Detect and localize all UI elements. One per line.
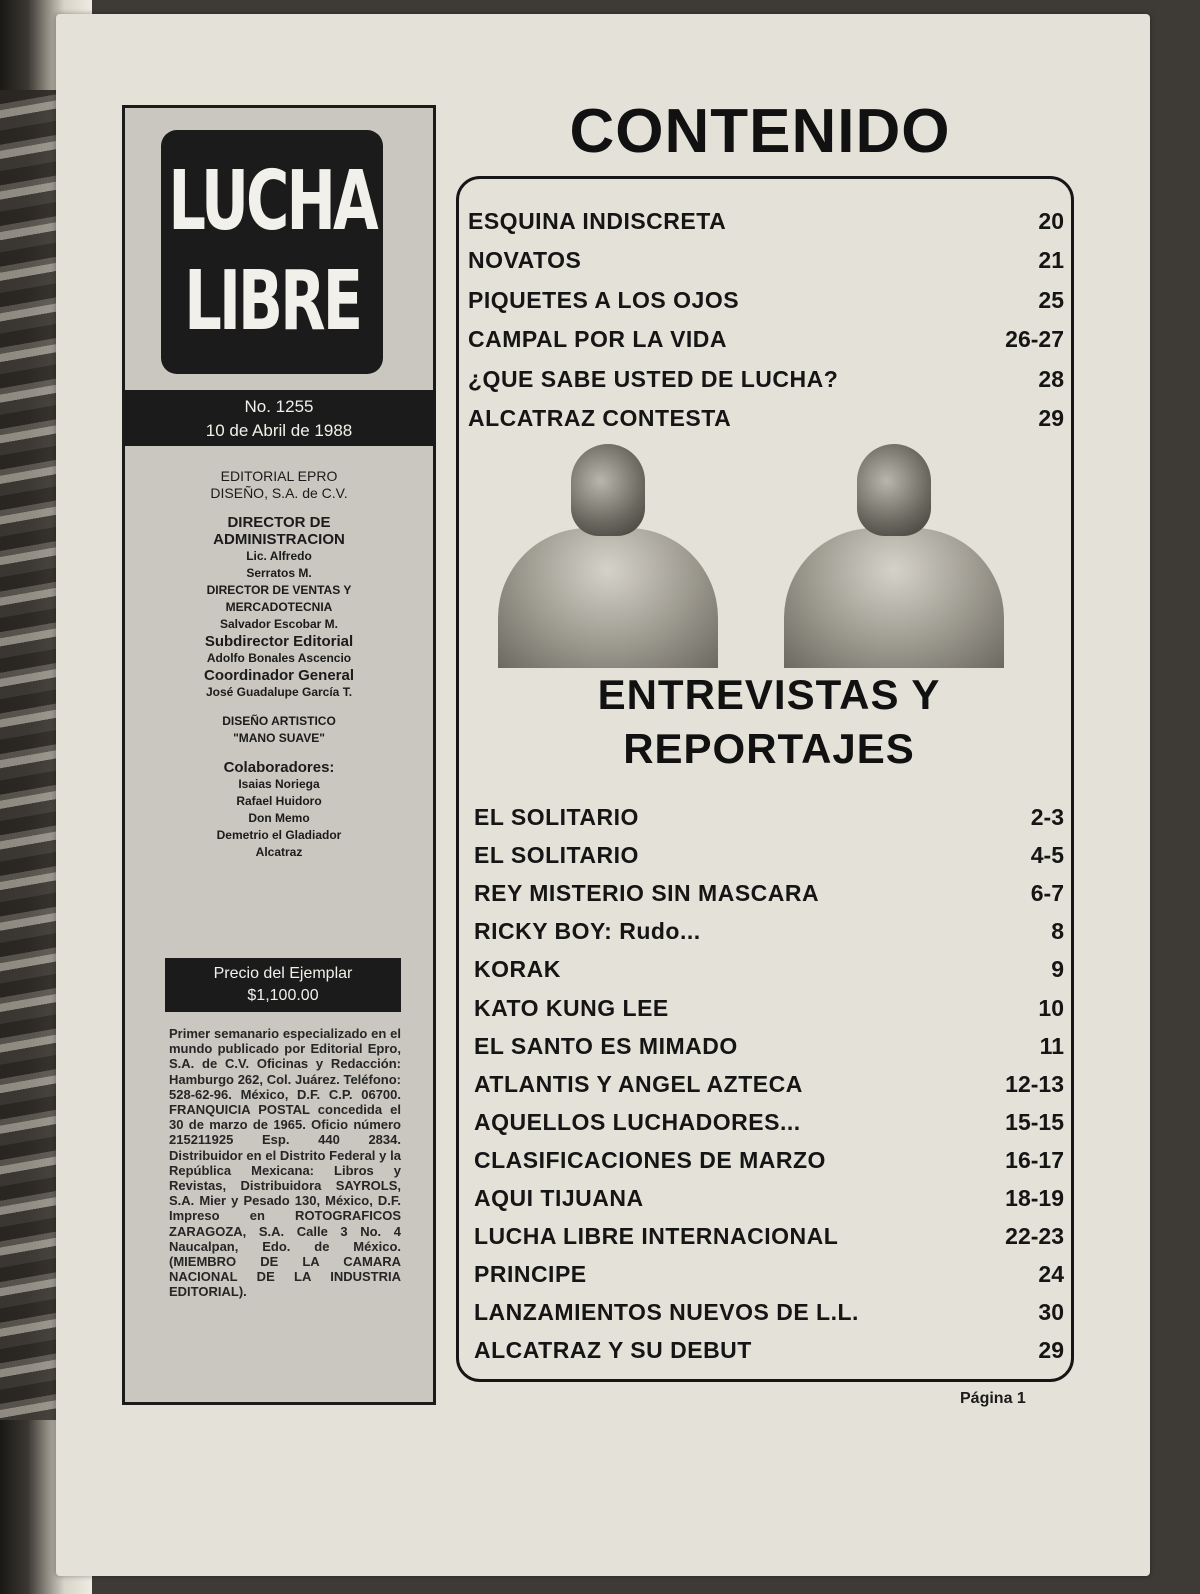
contents-title: CONTENIDO xyxy=(569,97,951,166)
toc-entry-page: 10 xyxy=(1038,994,1064,1021)
staff-line: MERCADOTECNIA xyxy=(225,600,333,614)
toc-entry-title: AQUELLOS LUCHADORES... xyxy=(474,1108,801,1135)
toc-entry-page: 18-19 xyxy=(1005,1185,1064,1211)
toc-entry-title: LANZAMIENTOS NUEVOS DE L.L. xyxy=(474,1299,859,1326)
toc-entry-page: 26-27 xyxy=(1005,326,1064,353)
page-number: Página 1 xyxy=(960,1390,1026,1407)
toc-entry xyxy=(474,804,1064,840)
wrestler-photos xyxy=(496,442,1006,668)
toc-entry xyxy=(474,1261,1064,1297)
toc-entry-title: EL SOLITARIO xyxy=(474,842,639,869)
torso-right xyxy=(784,528,1004,668)
toc-entry xyxy=(474,880,1064,916)
toc-entry xyxy=(474,1223,1064,1259)
staff-line: DIRECTOR DE xyxy=(227,514,331,531)
toc-entry-page: 25 xyxy=(1038,286,1064,313)
masthead xyxy=(122,105,436,1405)
lucha-libre-logo xyxy=(161,130,383,374)
toc-entry xyxy=(468,287,1064,323)
toc-entry-title: AQUI TIJUANA xyxy=(474,1185,644,1211)
colophon-text: Primer semanario especializado en el mundo publicado por Editorial Epro, S.A. de C.V. Oficinas y Redacción: Hamburgo 262, Col. Juárez. Teléfono: 528-62-96. México, D.F. C.P. 06700. FRANQUICIA POSTAL concedida el 30 de marzo de 1965. Oficio número 215211925 Esp. 440 2834. Distribuidor en el Distrito Federal y la República Mexicana: Libros y Revistas, Distribuidora SAYROLS, S.A. Mier y Pesado 130, México, D.F. Impreso en ROTOGRAFICOS ZARAGOZA, S.A. Calle 3 No. 4 Naucalpan, Edo. de México. (MIEMBRO DE LA CAMARA NACIONAL DE LA INDUSTRIA EDITORIAL). xyxy=(169,1026,401,1300)
staff-line: DIRECTOR DE VENTAS Y xyxy=(206,583,352,597)
staff-line: José Guadalupe García T. xyxy=(205,685,353,699)
toc-entry xyxy=(474,1147,1064,1183)
staff-line: Colaboradores: xyxy=(223,759,335,776)
toc-entry-title: ATLANTIS Y ANGEL AZTECA xyxy=(474,1070,803,1097)
issue-info-bar xyxy=(125,390,433,446)
toc-entry-title: ¿QUE SABE USTED DE LUCHA? xyxy=(468,365,839,392)
toc-entry xyxy=(474,842,1064,878)
toc-entry xyxy=(474,956,1064,992)
toc-entry-title: KATO KUNG LEE xyxy=(474,994,669,1021)
staff-line: Subdirector Editorial xyxy=(204,633,354,650)
toc-entry-page: 30 xyxy=(1038,1299,1064,1326)
toc-entry-page: 11 xyxy=(1039,1032,1064,1059)
features-heading xyxy=(474,668,1064,776)
staff-line: EDITORIAL EPRO xyxy=(220,468,338,484)
toc-entry xyxy=(468,405,1064,441)
price-box xyxy=(165,958,401,1012)
toc-entry-title: PRINCIPE xyxy=(474,1261,587,1288)
price-value: $1,100.00 xyxy=(247,987,319,1004)
logo-line-2: LIBRE xyxy=(184,254,360,349)
staff-line: ADMINISTRACION xyxy=(213,531,345,548)
features-heading-line-2: REPORTAJES xyxy=(623,725,915,772)
staff-line: Adolfo Bonales Ascencio xyxy=(206,651,352,665)
toc-entry-page: 9 xyxy=(1051,956,1064,983)
toc-entry-page: 16-17 xyxy=(1005,1146,1064,1173)
staff-credits xyxy=(125,468,433,861)
toc-entry-page: 2-3 xyxy=(1030,804,1064,830)
staff-line xyxy=(125,747,433,759)
wrestler-photo-left xyxy=(496,442,720,668)
toc-entry xyxy=(474,1071,1064,1107)
torso-left xyxy=(498,528,718,668)
issue-date: 10 de Abril de 1988 xyxy=(205,421,353,440)
staff-line: Don Memo xyxy=(248,811,310,825)
toc-entry-page: 22-23 xyxy=(1005,1223,1064,1250)
toc-entry-title: KORAK xyxy=(474,956,561,983)
staff-line: Alcatraz xyxy=(255,845,303,859)
issue-number: No. 1255 xyxy=(244,397,314,416)
facing-page-photo xyxy=(0,90,58,1420)
price-label: Precio del Ejemplar xyxy=(213,965,353,982)
staff-line: DISEÑO ARTISTICO xyxy=(222,714,336,728)
toc-entry-title: ESQUINA INDISCRETA xyxy=(468,208,727,234)
staff-line: Isaias Noriega xyxy=(238,777,320,791)
toc-entry-page: 12-13 xyxy=(1005,1070,1064,1097)
toc-entry-page: 29 xyxy=(1038,1337,1064,1364)
toc-entry xyxy=(474,918,1064,954)
toc-entry-page: 29 xyxy=(1038,405,1064,431)
toc-entry-title: REY MISTERIO SIN MASCARA xyxy=(474,880,820,907)
toc-entry-page: 6-7 xyxy=(1030,880,1064,907)
toc-entry-page: 21 xyxy=(1038,247,1064,274)
toc-entry-title: RICKY BOY: Rudo... xyxy=(474,918,701,945)
toc-entry-title: EL SOLITARIO xyxy=(474,804,639,830)
staff-line: DISEÑO, S.A. de C.V. xyxy=(210,485,348,501)
toc-entry xyxy=(474,1337,1064,1373)
staff-line xyxy=(125,502,433,514)
masked-head-left xyxy=(571,444,645,536)
toc-entry-title: CLASIFICACIONES DE MARZO xyxy=(474,1146,826,1173)
toc-entry-page: 8 xyxy=(1051,918,1064,945)
toc-entry xyxy=(468,247,1064,283)
toc-entry-title: ALCATRAZ CONTESTA xyxy=(468,405,732,431)
toc-entry xyxy=(468,366,1064,402)
toc-entry-title: PIQUETES A LOS OJOS xyxy=(468,286,740,313)
toc-entry xyxy=(474,1299,1064,1335)
staff-line: Coordinador General xyxy=(203,667,355,684)
logo-line-1: LUCHA xyxy=(168,154,376,249)
masked-head-right xyxy=(857,444,931,536)
toc-entry xyxy=(468,326,1064,362)
staff-line: Serratos M. xyxy=(246,566,312,580)
features-heading-line-1: ENTREVISTAS Y xyxy=(597,671,941,718)
toc-entry xyxy=(474,1109,1064,1145)
toc-entry xyxy=(474,1185,1064,1221)
toc-entry-page: 15-15 xyxy=(1005,1108,1064,1135)
toc-entry-page: 20 xyxy=(1038,208,1064,234)
staff-line: Lic. Alfredo xyxy=(246,549,312,563)
toc-entry xyxy=(474,1033,1064,1069)
staff-line xyxy=(125,701,433,713)
wrestler-photo-right xyxy=(782,442,1006,668)
staff-line: Salvador Escobar M. xyxy=(219,617,339,631)
staff-line: Demetrio el Gladiador xyxy=(216,828,342,842)
toc-entry-page: 28 xyxy=(1038,365,1064,392)
toc-entry-page: 4-5 xyxy=(1030,842,1064,869)
toc-entry-page: 24 xyxy=(1038,1261,1064,1288)
toc-entry-title: ALCATRAZ Y SU DEBUT xyxy=(474,1337,752,1364)
toc-entry-title: LUCHA LIBRE INTERNACIONAL xyxy=(474,1223,839,1250)
toc-entry-title: CAMPAL POR LA VIDA xyxy=(468,326,728,353)
toc-entry xyxy=(468,208,1064,244)
toc-entry-title: NOVATOS xyxy=(468,247,582,274)
staff-line: "MANO SUAVE" xyxy=(233,731,325,745)
toc-entry xyxy=(474,995,1064,1031)
toc-entry-title: EL SANTO ES MIMADO xyxy=(474,1032,738,1059)
staff-line: Rafael Huidoro xyxy=(236,794,322,808)
